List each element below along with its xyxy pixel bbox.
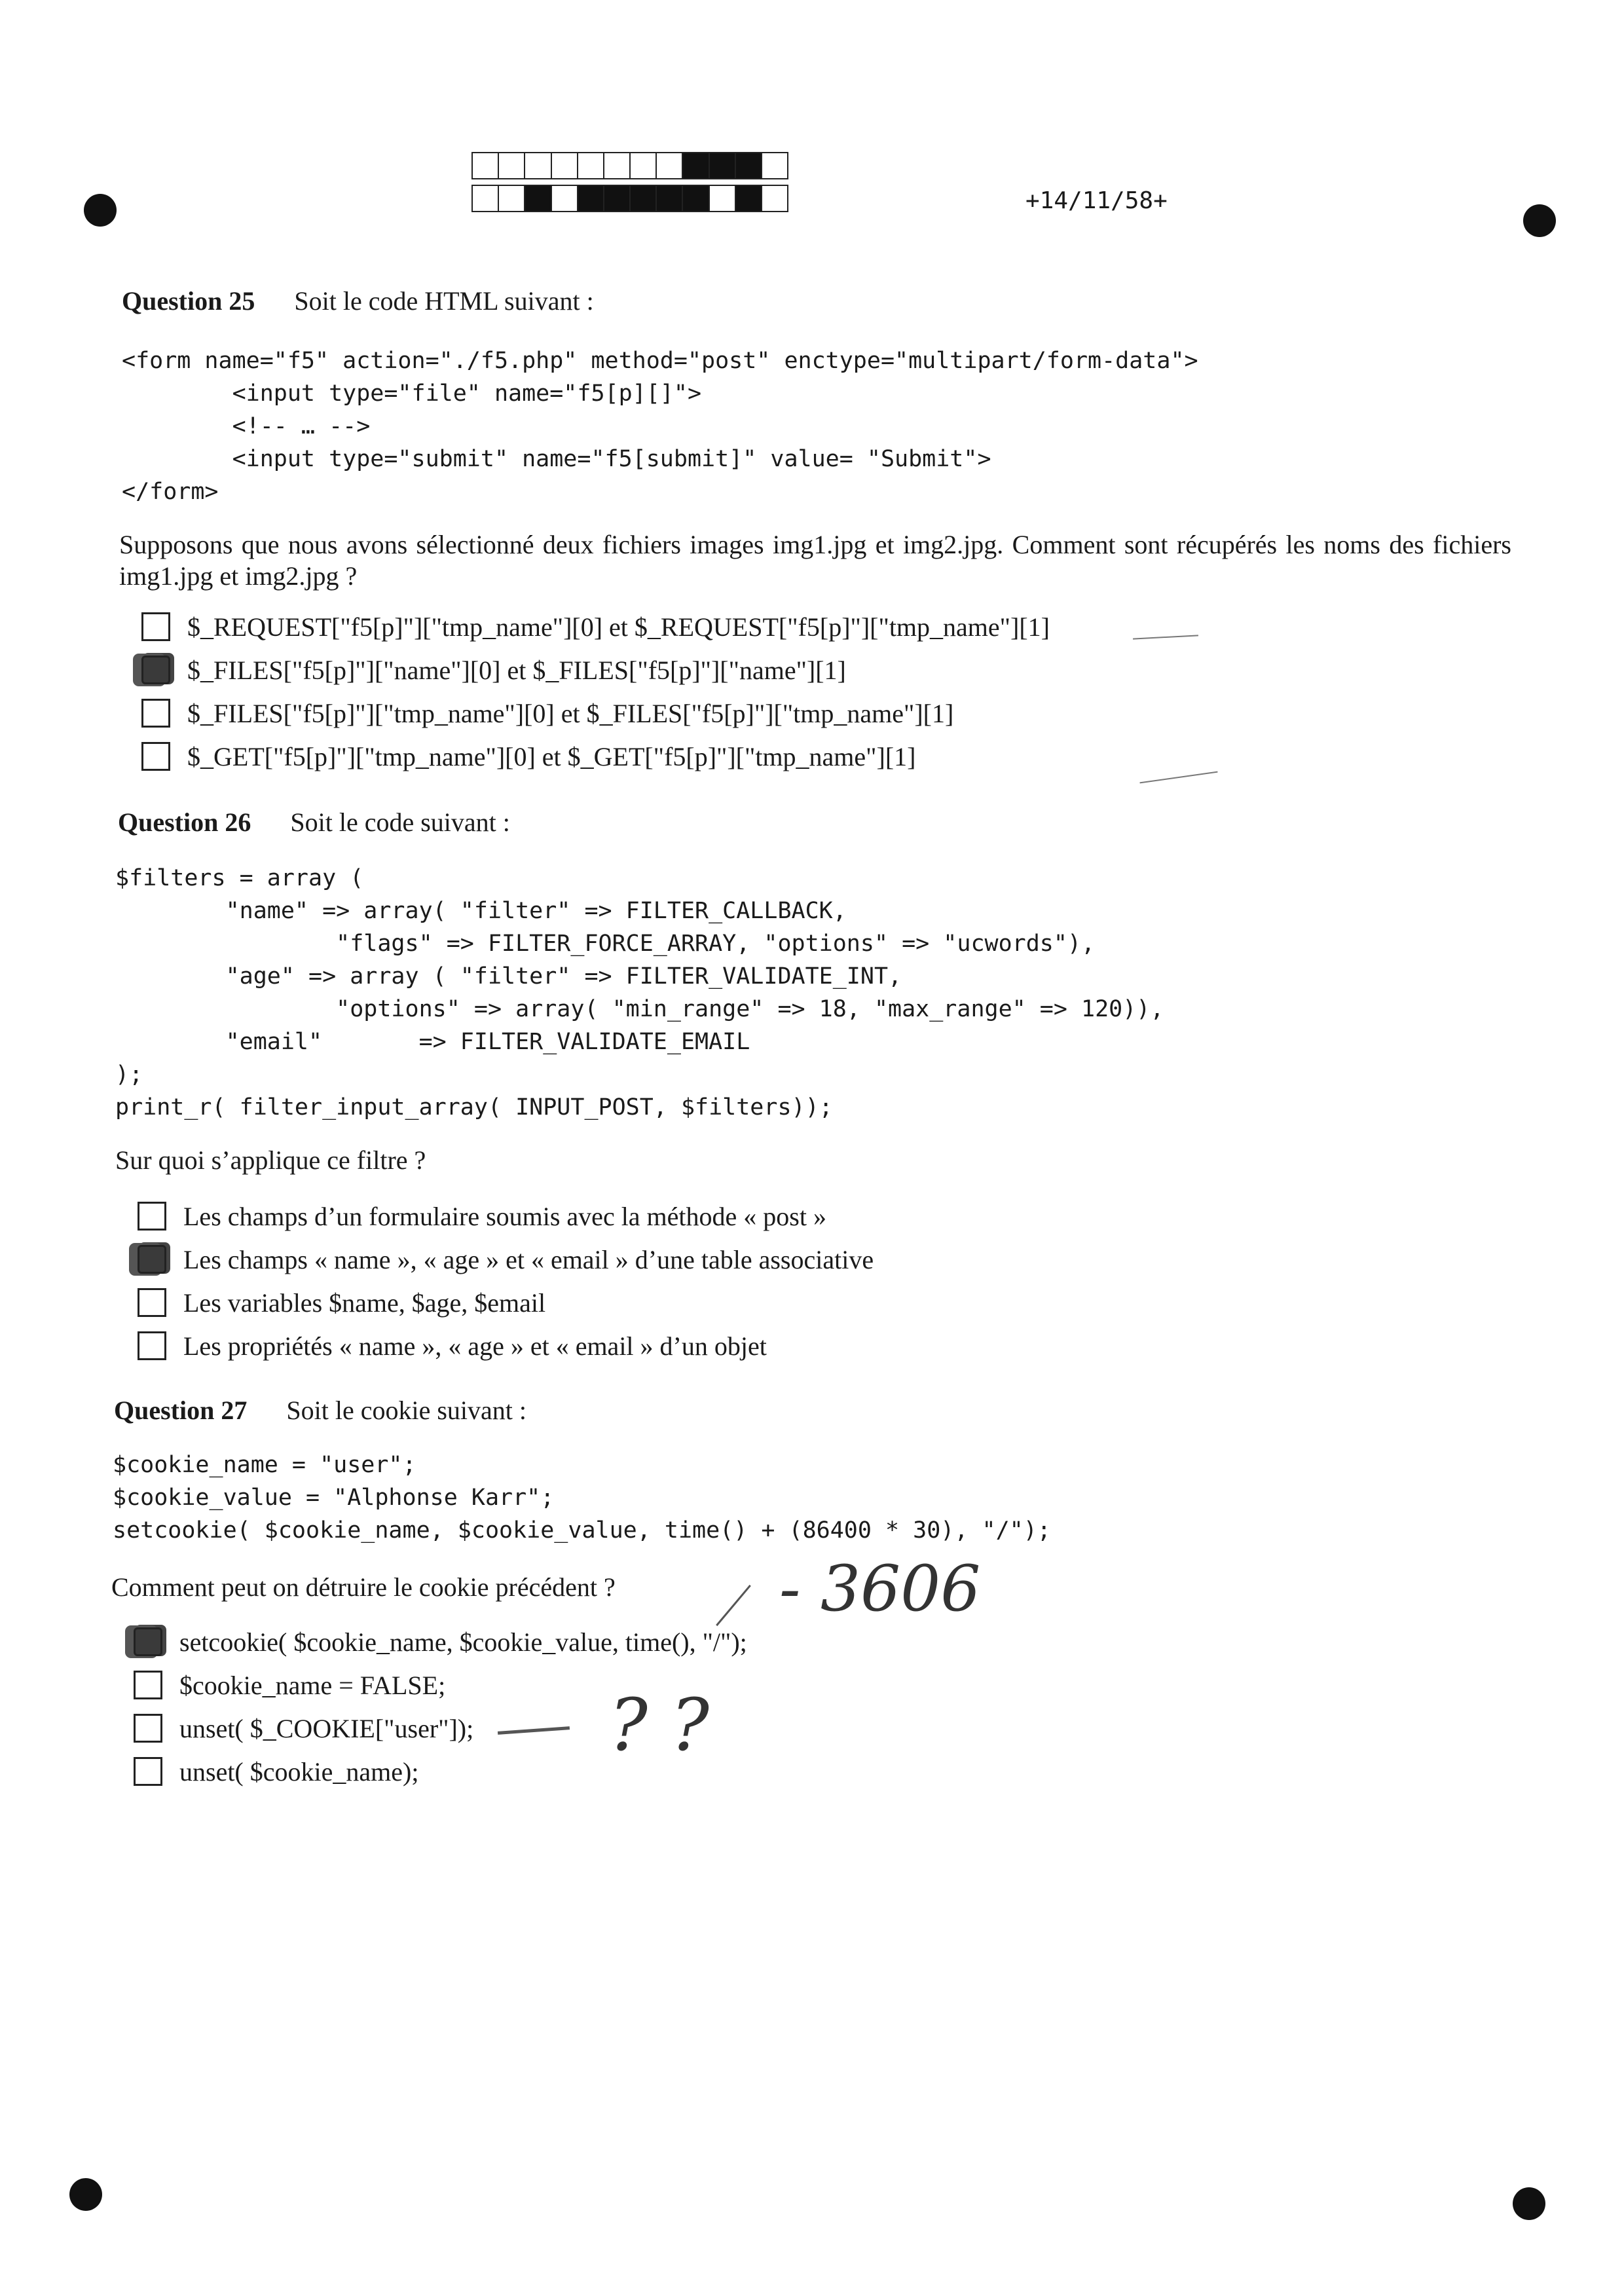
checkbox[interactable] <box>138 1288 166 1317</box>
option-label: Les champs d’un formulaire soumis avec la méthode « post » <box>183 1201 826 1231</box>
checkbox[interactable] <box>141 612 170 641</box>
id-cell <box>657 153 683 178</box>
question-27-title <box>114 1395 526 1426</box>
checkbox[interactable] <box>138 1202 166 1231</box>
question-intro: Soit le code HTML suivant : <box>294 286 594 316</box>
question-27-code: $cookie_name = "user"; $cookie_value = "Alphonse Karr"; setcookie( $cookie_name, $cookie_value, time() + (86400 * 30), "/"); <box>113 1452 1051 1544</box>
id-cell <box>552 186 578 211</box>
question-25-options <box>141 605 1050 778</box>
checkbox[interactable] <box>141 742 170 771</box>
question-26-text: Sur quoi s’applique ce filtre ? <box>115 1145 426 1175</box>
checkbox-checked[interactable] <box>134 1627 162 1656</box>
registration-mark-bottom-right <box>1513 2187 1545 2220</box>
handwritten-note: - 3606 <box>779 1552 981 1625</box>
question-intro: Soit le code suivant : <box>290 807 510 837</box>
question-25-code: <form name="f5" action="./f5.php" method="post" enctype="multipart/form-data"> <input type="file" name="f5[p][]"> <!-- … --> <input type="submit" name="f5[submit]" value= "Submit"> </form> <box>122 348 1198 505</box>
option-label: unset( $cookie_name); <box>179 1756 419 1787</box>
checkbox-checked[interactable] <box>141 656 170 684</box>
checkbox[interactable] <box>138 1331 166 1360</box>
id-cell <box>762 153 787 178</box>
answer-option[interactable] <box>138 1281 874 1324</box>
answer-option[interactable] <box>134 1620 747 1663</box>
student-id-boxes-row-1 <box>471 152 788 179</box>
registration-mark-bottom-left <box>69 2178 102 2211</box>
id-cell <box>499 153 525 178</box>
question-number: Question 25 <box>122 286 255 316</box>
id-cell <box>499 186 525 211</box>
id-cell-filled <box>683 153 709 178</box>
pen-stroke <box>1139 771 1217 784</box>
checkbox[interactable] <box>134 1671 162 1699</box>
registration-mark-top-left <box>84 194 117 227</box>
question-26-options <box>138 1194 874 1367</box>
option-label: $_FILES["f5[p]"]["name"][0] et $_FILES["f5[p]"]["name"][1] <box>187 655 846 685</box>
question-25-title <box>122 286 594 316</box>
page-id: +14/11/58+ <box>1025 187 1168 214</box>
option-label: Les champs « name », « age » et « email » d’une table associative <box>183 1244 874 1274</box>
answer-option[interactable] <box>141 605 1050 648</box>
option-label: setcookie( $cookie_name, $cookie_value, time(), "/"); <box>179 1627 747 1657</box>
question-26-title <box>118 807 510 838</box>
id-cell <box>631 153 657 178</box>
checkbox-checked[interactable] <box>138 1245 166 1274</box>
id-cell-filled <box>578 186 604 211</box>
question-number: Question 26 <box>118 807 251 837</box>
question-25-text: Supposons que nous avons sélectionné deux fichiers images img1.jpg et img2.jpg. Comment sont récupérés les noms des fichiers img1.jpg et img2.jpg ? <box>119 530 1511 591</box>
option-label: unset( $_COOKIE["user"]); <box>179 1713 474 1743</box>
id-cell-filled <box>736 186 762 211</box>
answer-option[interactable] <box>138 1324 874 1367</box>
id-cell-filled <box>631 186 657 211</box>
id-cell <box>604 153 631 178</box>
checkbox[interactable] <box>134 1714 162 1743</box>
student-id-boxes-row-2 <box>471 185 788 212</box>
id-cell-filled <box>710 153 736 178</box>
answer-option[interactable] <box>141 735 1050 778</box>
id-cell <box>525 153 551 178</box>
registration-mark-top-right <box>1523 204 1556 237</box>
answer-option[interactable] <box>138 1238 874 1281</box>
question-26-code: $filters = array ( "name" => array( "filter" => FILTER_CALLBACK, "flags" => FILTER_FORCE_ARRAY, "options" => "ucwords"), "age" => array ( "filter" => FILTER_VALIDATE_INT, "options" => array( "min_range" => 18, "max_range" => 120)), "email" => FILTER_VALIDATE_EMAIL ); print_r( filter_input_array( INPUT_POST, $filters)); <box>115 865 1164 1120</box>
id-cell <box>762 186 787 211</box>
id-cell-filled <box>525 186 551 211</box>
question-27-text: Comment peut on détruire le cookie précédent ? <box>111 1572 616 1602</box>
id-cell-filled <box>736 153 762 178</box>
id-cell-filled <box>683 186 709 211</box>
answer-option[interactable] <box>141 648 1050 692</box>
option-label: $cookie_name = FALSE; <box>179 1670 446 1700</box>
checkbox[interactable] <box>134 1757 162 1786</box>
option-label: Les variables $name, $age, $email <box>183 1287 546 1318</box>
id-cell-filled <box>604 186 631 211</box>
checkbox[interactable] <box>141 699 170 728</box>
question-intro: Soit le cookie suivant : <box>286 1396 526 1425</box>
question-number: Question 27 <box>114 1396 248 1425</box>
id-cell <box>473 153 499 178</box>
id-cell <box>578 153 604 178</box>
id-cell <box>552 153 578 178</box>
pen-stroke <box>1133 635 1198 639</box>
id-cell <box>473 186 499 211</box>
option-label: Les propriétés « name », « age » et « email » d’un objet <box>183 1331 767 1361</box>
option-label: $_REQUEST["f5[p]"]["tmp_name"][0] et $_REQUEST["f5[p]"]["tmp_name"][1] <box>187 612 1050 642</box>
handwritten-question-marks: ? ? <box>609 1683 709 1767</box>
answer-option[interactable] <box>138 1194 874 1238</box>
option-label: $_FILES["f5[p]"]["tmp_name"][0] et $_FILES["f5[p]"]["tmp_name"][1] <box>187 698 954 728</box>
answer-option[interactable] <box>141 692 1050 735</box>
id-cell <box>710 186 736 211</box>
id-cell-filled <box>657 186 683 211</box>
option-label: $_GET["f5[p]"]["tmp_name"][0] et $_GET["f5[p]"]["tmp_name"][1] <box>187 741 916 771</box>
